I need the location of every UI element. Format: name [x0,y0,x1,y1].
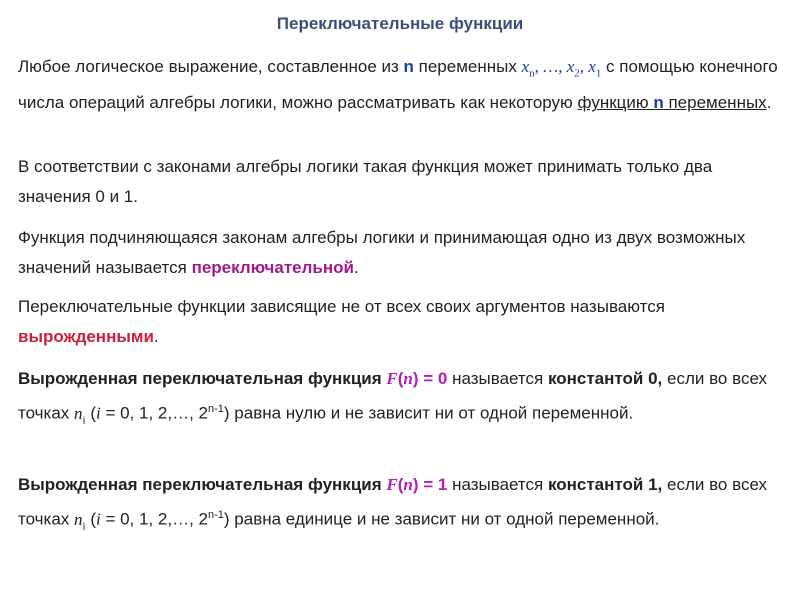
p5-paren-close: ) [223,403,230,423]
var-sep2: , [579,57,589,76]
p6-comma: , [657,475,663,494]
p5-range: = 0, 1, 2,…, 2 [100,403,208,423]
paragraph-two-values: В соответствии с законами алгебры логики такая функция может принимать только два значения 0 и 1. [18,157,713,206]
p1-text-a: Любое логическое выражение, составленное из [18,57,404,76]
p6-i: i [95,509,101,529]
p6-line2a: если во всех точках [18,475,768,529]
p6-lead: Вырожденная переключательная функция [18,475,387,494]
p1-text-b: переменных [413,57,522,76]
paragraph-degenerate [18,292,788,352]
p6-function: F(n) = 1 [386,475,448,494]
p5-n-i: $n_i$ [74,403,86,427]
var-xn: $x_n$ [521,57,535,80]
p5-comma: , [657,369,663,388]
function-link[interactable]: функцию n переменных [577,93,767,113]
p5-mid: называется [447,369,548,388]
p1-text-d: . [766,93,772,113]
slide-title: Переключательные функции [276,14,524,33]
var-x1: $x_1$ [588,57,602,80]
p5-lead: Вырожденная переключательная функция [18,369,387,388]
p6-paren-open: ( [85,509,96,529]
p5-paren-open: ( [85,403,96,423]
term-degenerate: вырожденными [18,327,154,346]
p6-sup: n-1 [207,509,224,521]
p4-text-b: . [153,327,159,346]
p3-text-b: . [353,258,359,277]
p5-term: константой 0 [547,369,658,388]
p6-mid: называется [447,475,548,494]
var-x2: $x_2$ [566,57,580,80]
p6-term: константой 1 [547,475,658,494]
p5-line2a: если во всех точках [18,369,768,423]
p4-text-a: Переключательные функции зависящие не от всех своих аргументов называются [18,297,665,316]
p6-tail: равна единице и не зависит ни от одной переменной. [229,509,660,529]
p5-function: F(n) = 0 [386,369,448,388]
p6-range: = 0, 1, 2,…, 2 [100,509,208,529]
term-switching: переключательной [191,258,354,277]
p5-i: i [95,403,101,423]
paragraph-constant-0 [18,364,788,435]
p1-n: n [403,57,414,76]
p3-text-a: Функция подчиняющаяся законам алгебры логики и принимающая одно из двух возможных значений называется [18,228,746,277]
paragraph-definition [18,52,788,118]
paragraph-switching [18,223,788,283]
p6-paren-close: ) [223,509,230,529]
paragraph-constant-1 [18,470,788,541]
p5-tail: равна нулю и не зависит ни от одной переменной. [229,403,634,423]
var-sep1: , …, [534,57,567,76]
p5-sup: n-1 [207,403,224,415]
p1-text-c: с помощью конечного числа операций алгебры логики, можно рассматривать как некоторую [18,57,778,113]
p6-n-i: $n_i$ [74,509,86,533]
